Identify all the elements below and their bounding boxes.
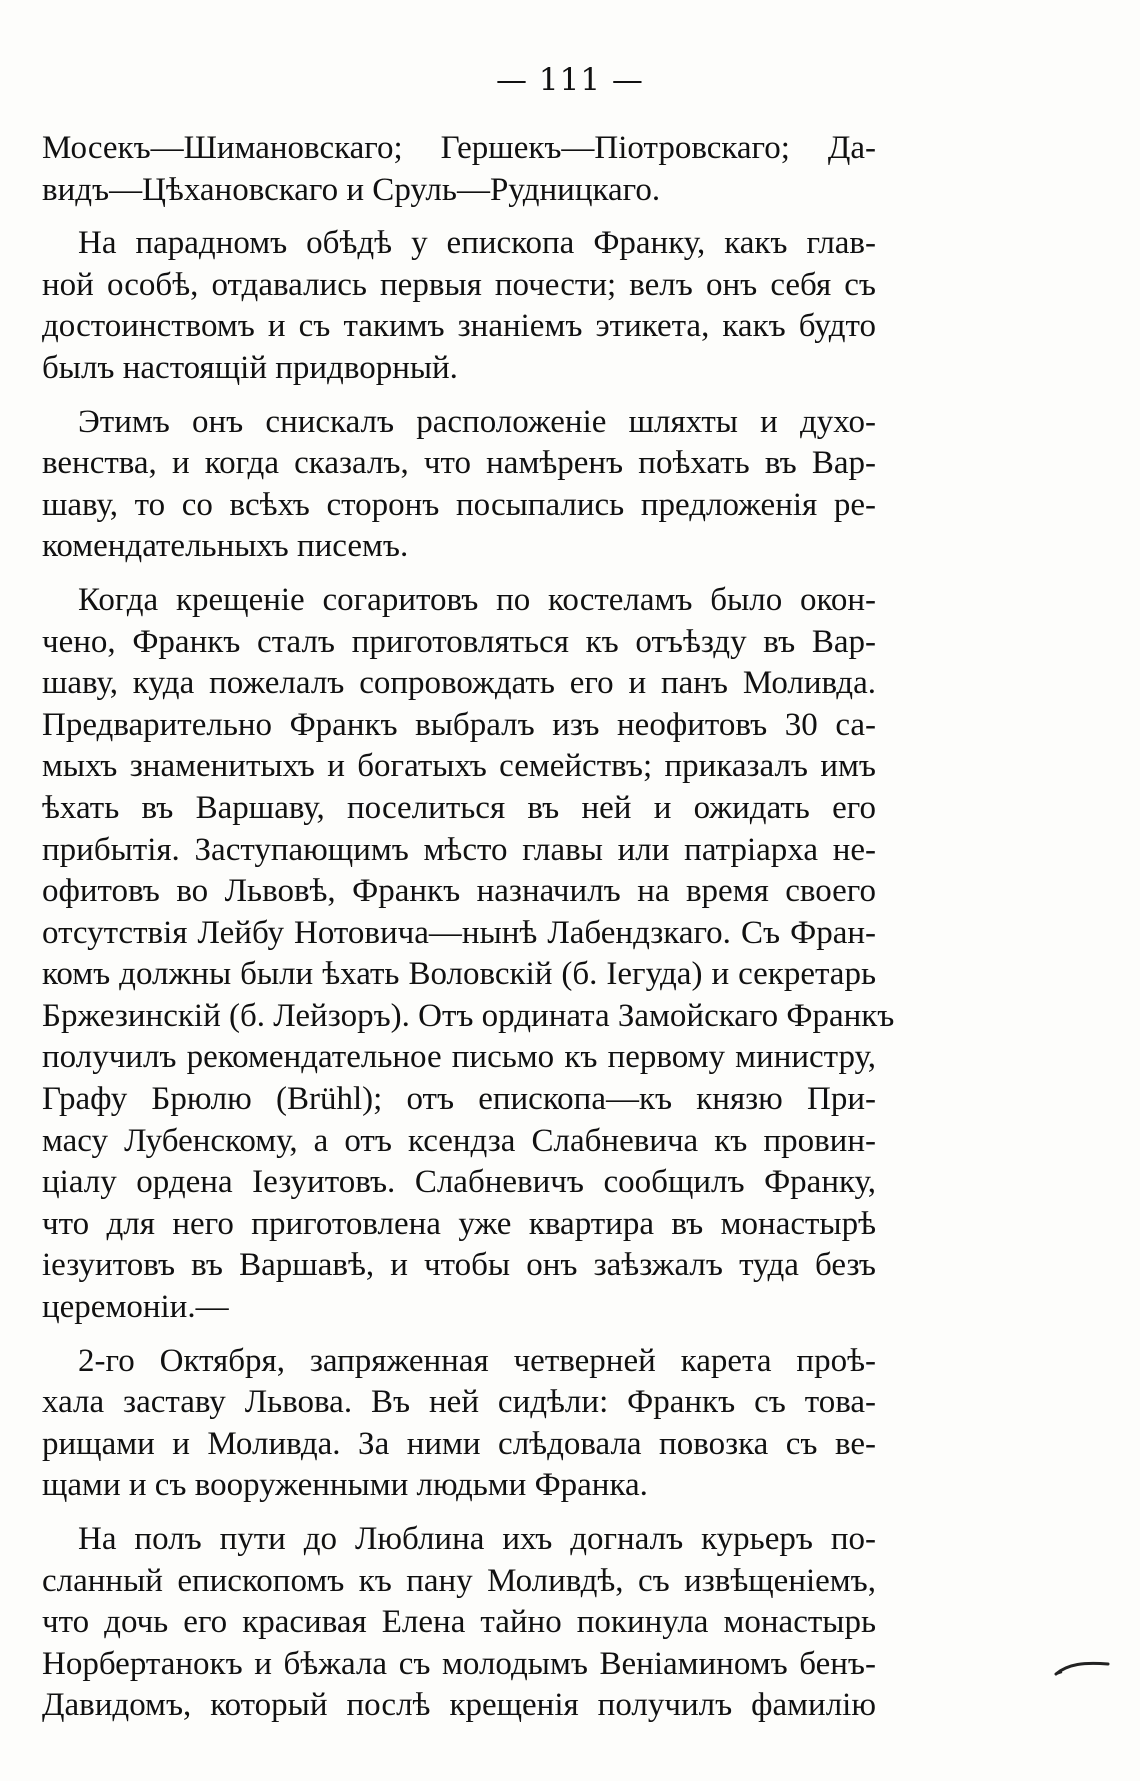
paragraph bbox=[42, 1341, 876, 1507]
text-line: чено, Франкъ сталъ приготовляться къ отъѣзду въ Вар- bbox=[42, 623, 876, 660]
text-line: видъ—Цѣхановскаго и Сруль—Рудницкаго. bbox=[42, 171, 661, 208]
text-line: получилъ рекомендательное письмо къ первому министру, bbox=[42, 1039, 876, 1076]
page-number: — 111 — bbox=[496, 62, 644, 98]
text-line: На парадномъ обѣдѣ у епископа Франку, какъ глав- bbox=[78, 225, 876, 262]
text-line: шаву, то со всѣхъ сторонъ посыпались предложенія ре- bbox=[42, 486, 876, 523]
text-line: ѣхать въ Варшаву, поселиться въ ней и ожидать его bbox=[42, 789, 876, 826]
text-line: комъ должны были ѣхать Воловскій (б. Іегуда) и секретарь bbox=[42, 956, 876, 993]
margin-pen-mark bbox=[1054, 1658, 1110, 1678]
paragraph-gap bbox=[42, 568, 876, 580]
paragraph-gap bbox=[42, 1329, 876, 1341]
text-line: ціалу ордена Іезуитовъ. Слабневичъ сообщилъ Франку, bbox=[42, 1164, 876, 1201]
text-line: что дочь его красивая Елена тайно покинула монастырь bbox=[42, 1604, 876, 1641]
paragraph-gap bbox=[42, 211, 876, 223]
text-line: хала заставу Львова. Въ ней сидѣли: Франкъ съ това- bbox=[42, 1384, 876, 1421]
text-line: венства, и когда сказалъ, что намѣренъ поѣхать въ Вар- bbox=[42, 445, 876, 482]
text-line: что для него приготовлена уже квартира въ монастырѣ bbox=[42, 1205, 876, 1242]
text-line: іезуитовъ въ Варшавѣ, и чтобы онъ заѣзжалъ туда безъ bbox=[42, 1247, 876, 1284]
text-line: ной особѣ, отдавались первыя почести; велъ онъ себя съ bbox=[42, 266, 876, 303]
text-line: достоинствомъ и съ такимъ знаніемъ этикета, какъ будто bbox=[42, 308, 876, 345]
text-line: масу Лубенскому, а отъ ксендза Слабневича къ провин- bbox=[42, 1122, 876, 1159]
text-line: 2-го Октября, запряженная четверней карета проѣ- bbox=[78, 1342, 876, 1379]
text-line: мыхъ знаменитыхъ и богатыхъ семействъ; приказалъ имъ bbox=[42, 748, 876, 785]
body-text bbox=[42, 128, 895, 1727]
text-line: Мосекъ—Шимановскаго; Гершекъ—Піотровскаго; Да- bbox=[42, 130, 876, 166]
text-line: шаву, куда пожелалъ сопровождать его и панъ Моливда. bbox=[42, 665, 876, 702]
text-line: офитовъ во Львовѣ, Франкъ назначилъ на время своего bbox=[42, 873, 876, 910]
paragraph bbox=[42, 1519, 876, 1727]
paragraph bbox=[42, 128, 876, 211]
text-line: былъ настоящій придворный. bbox=[42, 349, 458, 386]
text-line: Давидомъ, который послѣ крещенія получилъ фамилію bbox=[42, 1687, 876, 1724]
text-line: щами и съ вооруженными людьми Франка. bbox=[42, 1467, 648, 1504]
text-line: На полъ пути до Люблина ихъ догналъ курьеръ по- bbox=[78, 1521, 876, 1557]
text-line: сланный епископомъ къ пану Моливдѣ, съ извѣщеніемъ, bbox=[42, 1562, 876, 1599]
paragraph bbox=[42, 580, 895, 1329]
text-line: прибытія. Заступающимъ мѣсто главы или патріарха не- bbox=[42, 831, 876, 868]
text-line: Норбертанокъ и бѣжала съ молодымъ Веніаминомъ бенъ- bbox=[42, 1645, 876, 1682]
text-line: церемоніи.— bbox=[42, 1289, 229, 1326]
paragraph bbox=[42, 223, 876, 389]
text-line: отсутствія Лейбу Нотовича—нынѣ Лабендзкаго. Съ Фран- bbox=[42, 914, 876, 951]
paragraph bbox=[42, 402, 876, 568]
text-line: рищами и Моливда. За ними слѣдовала повозка съ ве- bbox=[42, 1425, 876, 1462]
paragraph-gap bbox=[42, 390, 876, 402]
text-line: Когда крещеніе согаритовъ по костеламъ было окон- bbox=[78, 581, 876, 618]
text-line: Бржезинскій (б. Лейзоръ). Отъ ордината Замойскаго Франкъ bbox=[42, 997, 895, 1034]
text-line: Этимъ онъ снискалъ расположеніе шляхты и духо- bbox=[78, 403, 876, 440]
text-line: Графу Брюлю (Brühl); отъ епископа—къ князю При- bbox=[42, 1081, 876, 1118]
text-line: комендательныхъ писемъ. bbox=[42, 528, 409, 565]
paragraph-gap bbox=[42, 1507, 876, 1519]
text-line: Предварительно Франкъ выбралъ изъ неофитовъ 30 са- bbox=[42, 706, 876, 743]
